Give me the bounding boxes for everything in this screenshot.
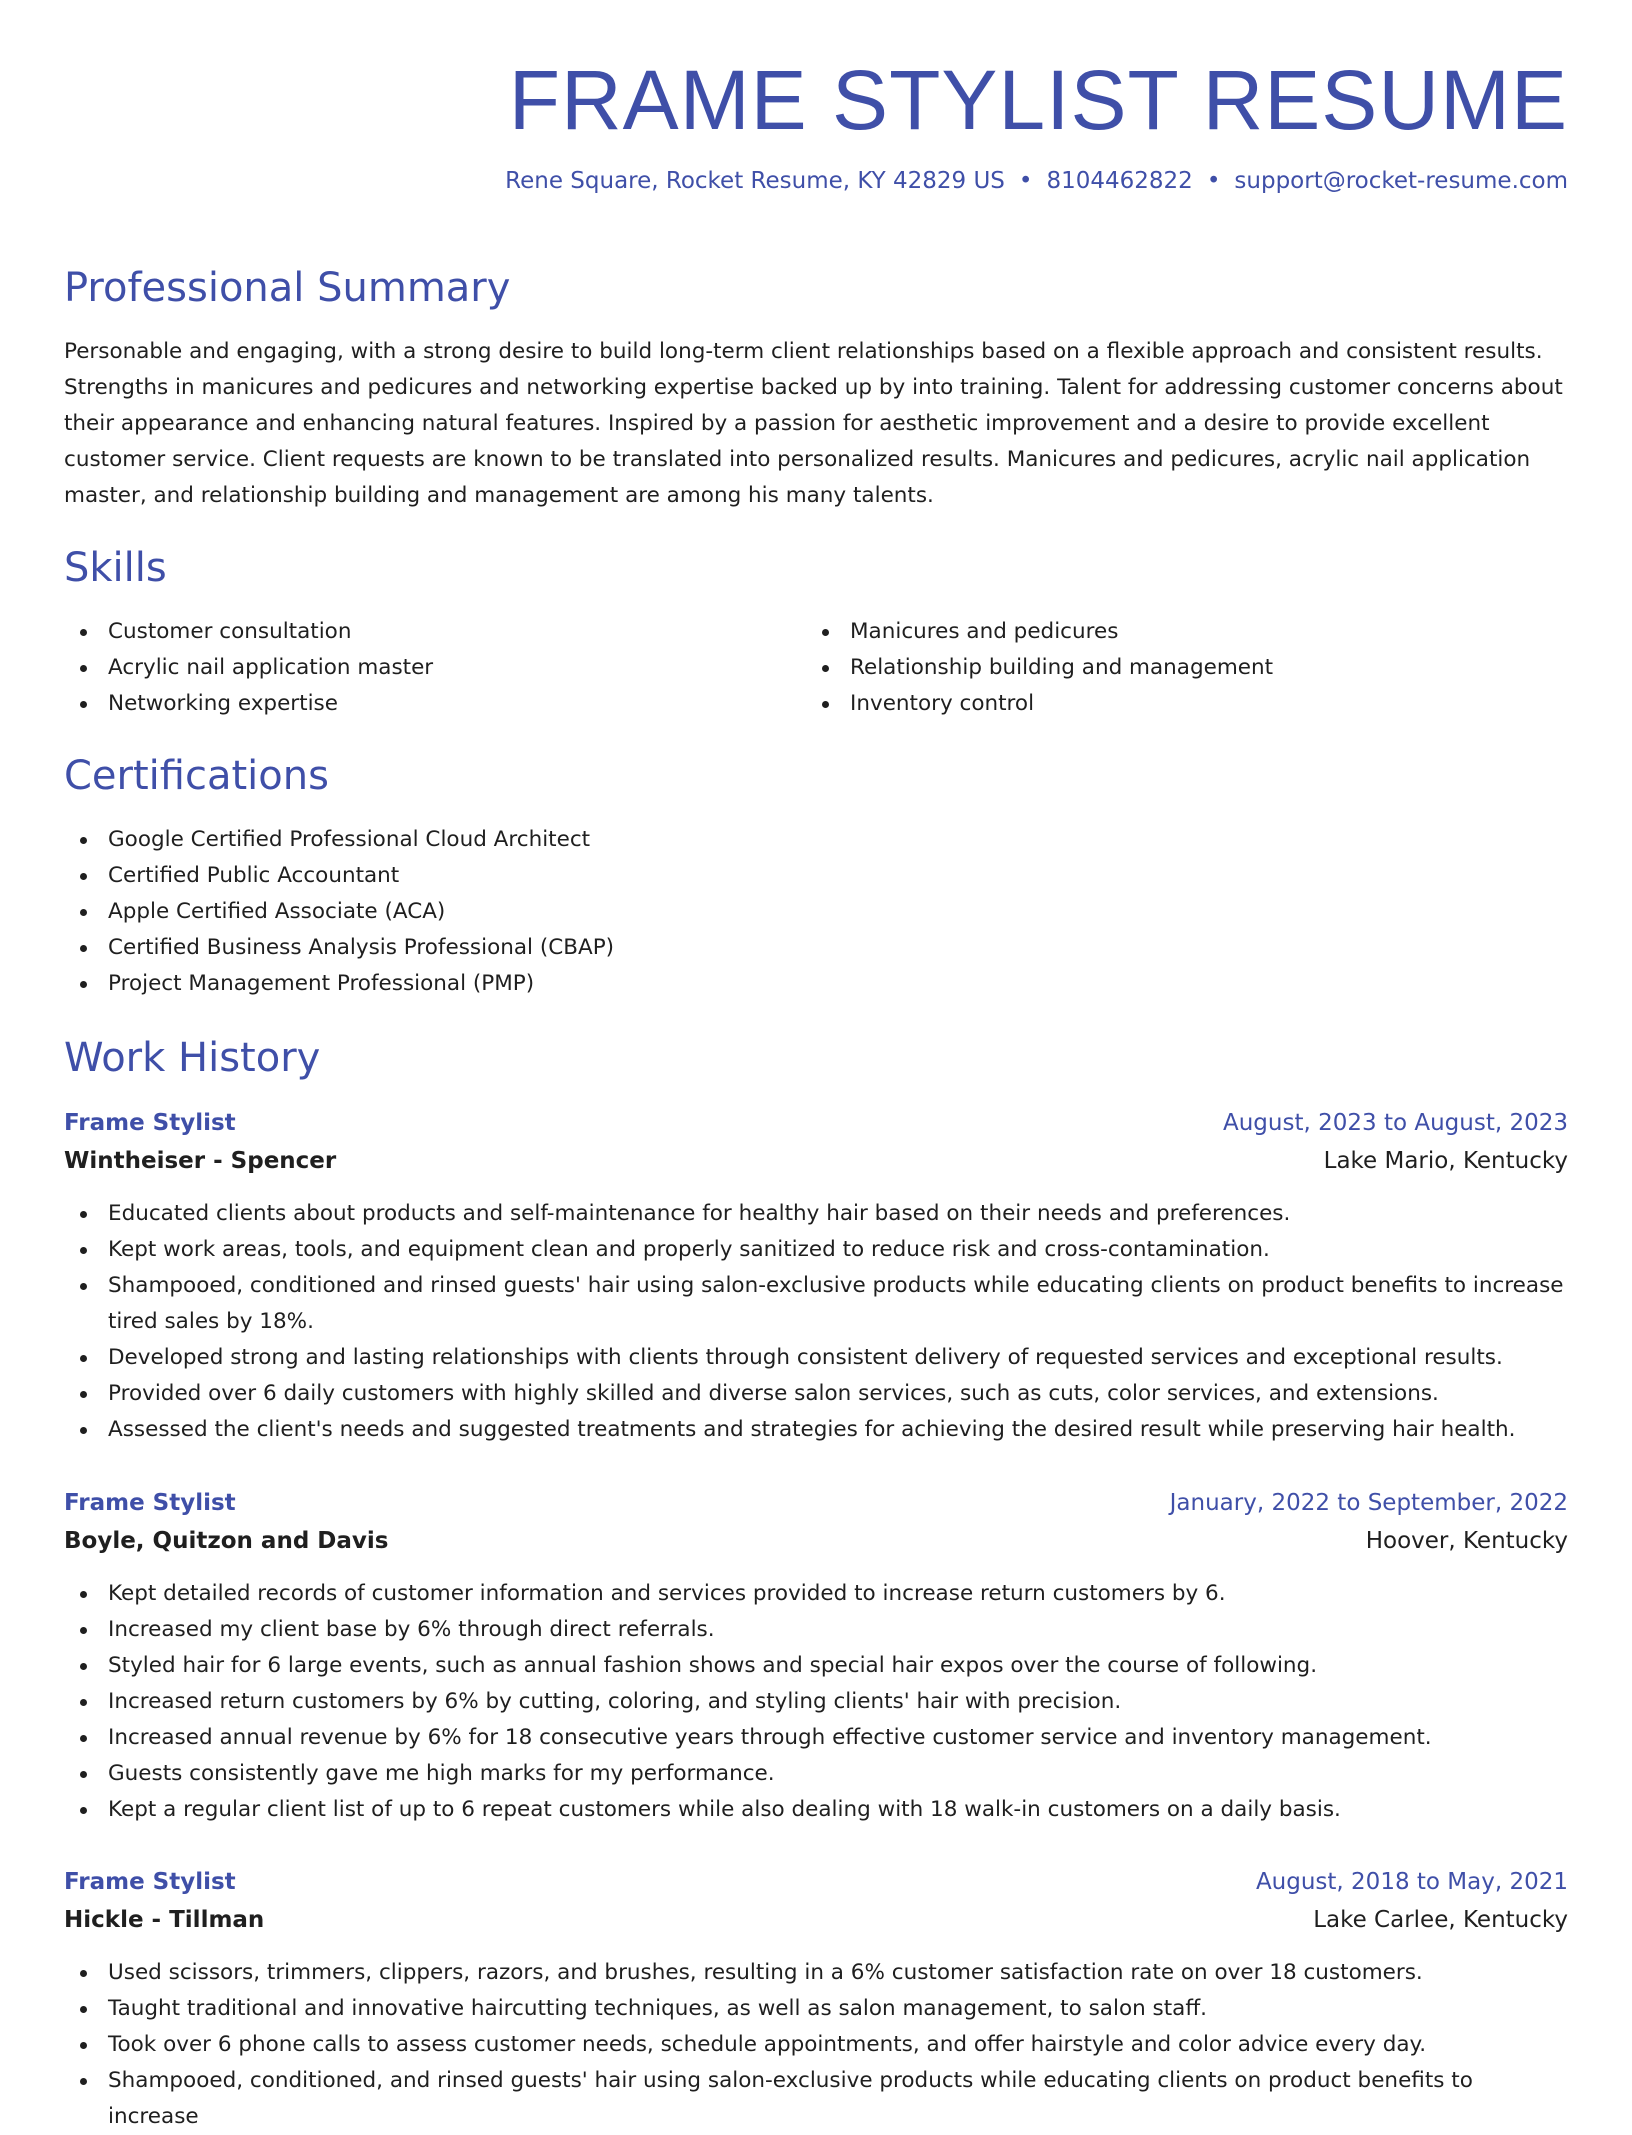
job-bullet: Shampooed, conditioned and rinsed guests' hair using salon-exclusive products while educating clients on product benefits to increase tired sales by 18%. <box>64 1268 1568 1340</box>
job-bullets <box>64 1196 1568 1448</box>
skill-item: Acrylic nail application master <box>64 650 433 686</box>
contact-phone[interactable]: 8104462822 <box>1046 168 1193 194</box>
job-bullet: Increased return customers by 6% by cutting, coloring, and styling clients' hair with precision. <box>64 1684 1568 1720</box>
contact-email[interactable]: support@rocket-resume.com <box>1234 168 1568 194</box>
job-location: Lake Carlee, Kentucky <box>1313 1907 1568 1933</box>
job-dates: August, 2023 to August, 2023 <box>1223 1110 1568 1136</box>
job-entry <box>64 1104 1568 1448</box>
job-bullet: Used scissors, trimmers, clippers, razors, and brushes, resulting in a 6% customer satisfaction rate on over 18 customers. <box>64 1955 1568 1991</box>
job-bullet: Provided over 6 daily customers with highly skilled and diverse salon services, such as cuts, color services, and extensions. <box>64 1376 1568 1412</box>
job-bullet: Developed strong and lasting relationships with clients through consistent delivery of requested services and exceptional results. <box>64 1340 1568 1376</box>
job-company: Hickle - Tillman <box>64 1907 265 1933</box>
skill-item: Customer consultation <box>64 614 433 650</box>
job-bullet: Assessed the client's needs and suggested treatments and strategies for achieving the desired result while preserving hair health. <box>64 1412 1568 1448</box>
job-location: Hoover, Kentucky <box>1365 1528 1568 1554</box>
contact-line <box>505 166 1568 196</box>
job-bullets <box>64 1955 1568 2135</box>
job-bullet: Took over 6 phone calls to assess customer needs, schedule appointments, and offer hairstyle and color advice every day. <box>64 2027 1568 2063</box>
job-bullet: Increased annual revenue by 6% for 18 consecutive years through effective customer service and inventory management. <box>64 1720 1568 1756</box>
job-company: Wintheiser - Spencer <box>64 1148 337 1174</box>
contact-separator: • <box>1206 168 1221 194</box>
job-location: Lake Mario, Kentucky <box>1323 1148 1568 1174</box>
skill-item: Networking expertise <box>64 686 433 722</box>
certification-item: Apple Certified Associate (ACA) <box>64 894 614 930</box>
certification-item: Certified Public Accountant <box>64 858 614 894</box>
contact-address: Rene Square, Rocket Resume, KY 42829 US <box>505 168 1005 194</box>
work-history-heading: Work History <box>64 1035 321 1081</box>
skills-list-left <box>64 614 433 722</box>
job-title: Frame Stylist <box>64 1869 236 1895</box>
job-bullet: Styled hair for 6 large events, such as annual fashion shows and special hair expos over the course of following. <box>64 1648 1568 1684</box>
skills-list-right <box>806 614 1273 722</box>
certification-item: Certified Business Analysis Professional (CBAP) <box>64 930 614 966</box>
contact-separator: • <box>1018 168 1033 194</box>
job-bullets <box>64 1576 1568 1828</box>
certification-item: Google Certified Professional Cloud Architect <box>64 822 614 858</box>
summary-text: Personable and engaging, with a strong desire to build long-term client relationships based on a flexible approach and consistent results. Strengths in manicures and pedicures and networking expertise backed up by into training. Talent for addressing customer concerns about their appearance and enhancing natural features. Inspired by a passion for aesthetic improvement and a desire to provide excellent customer service. Client requests are known to be translated into personalized results. Manicures and pedicures, acrylic nail application master, and relationship building and management are among his many talents. <box>64 339 1563 508</box>
job-bullet: Kept a regular client list of up to 6 repeat customers while also dealing with 18 walk-in customers on a daily basis. <box>64 1792 1568 1828</box>
skill-item: Manicures and pedicures <box>806 614 1273 650</box>
job-entry <box>64 1484 1568 1828</box>
job-bullet: Educated clients about products and self-maintenance for healthy hair based on their needs and preferences. <box>64 1196 1568 1232</box>
summary-heading: Professional Summary <box>64 265 511 311</box>
certifications-heading: Certifications <box>64 753 329 799</box>
skill-item: Inventory control <box>806 686 1273 722</box>
job-title: Frame Stylist <box>64 1110 236 1136</box>
job-bullet: Taught traditional and innovative haircutting techniques, as well as salon management, to salon staff. <box>64 1991 1568 2027</box>
resume-title: FRAME STYLIST RESUME <box>508 53 1568 147</box>
certifications-list <box>64 822 614 1002</box>
certification-item: Project Management Professional (PMP) <box>64 966 614 1002</box>
skills-heading: Skills <box>64 545 167 591</box>
job-bullet: Shampooed, conditioned, and rinsed guests' hair using salon-exclusive products while educating clients on product benefits to increase <box>64 2063 1568 2135</box>
job-dates: January, 2022 to September, 2022 <box>1169 1490 1568 1516</box>
job-title: Frame Stylist <box>64 1490 236 1516</box>
job-bullet: Increased my client base by 6% through direct referrals. <box>64 1612 1568 1648</box>
job-bullet: Kept detailed records of customer information and services provided to increase return customers by 6. <box>64 1576 1568 1612</box>
job-bullet: Kept work areas, tools, and equipment clean and properly sanitized to reduce risk and cross-contamination. <box>64 1232 1568 1268</box>
job-company: Boyle, Quitzon and Davis <box>64 1528 389 1554</box>
job-bullet: Guests consistently gave me high marks for my performance. <box>64 1756 1568 1792</box>
job-entry <box>64 1863 1568 2135</box>
job-dates: August, 2018 to May, 2021 <box>1255 1869 1568 1895</box>
skill-item: Relationship building and management <box>806 650 1273 686</box>
